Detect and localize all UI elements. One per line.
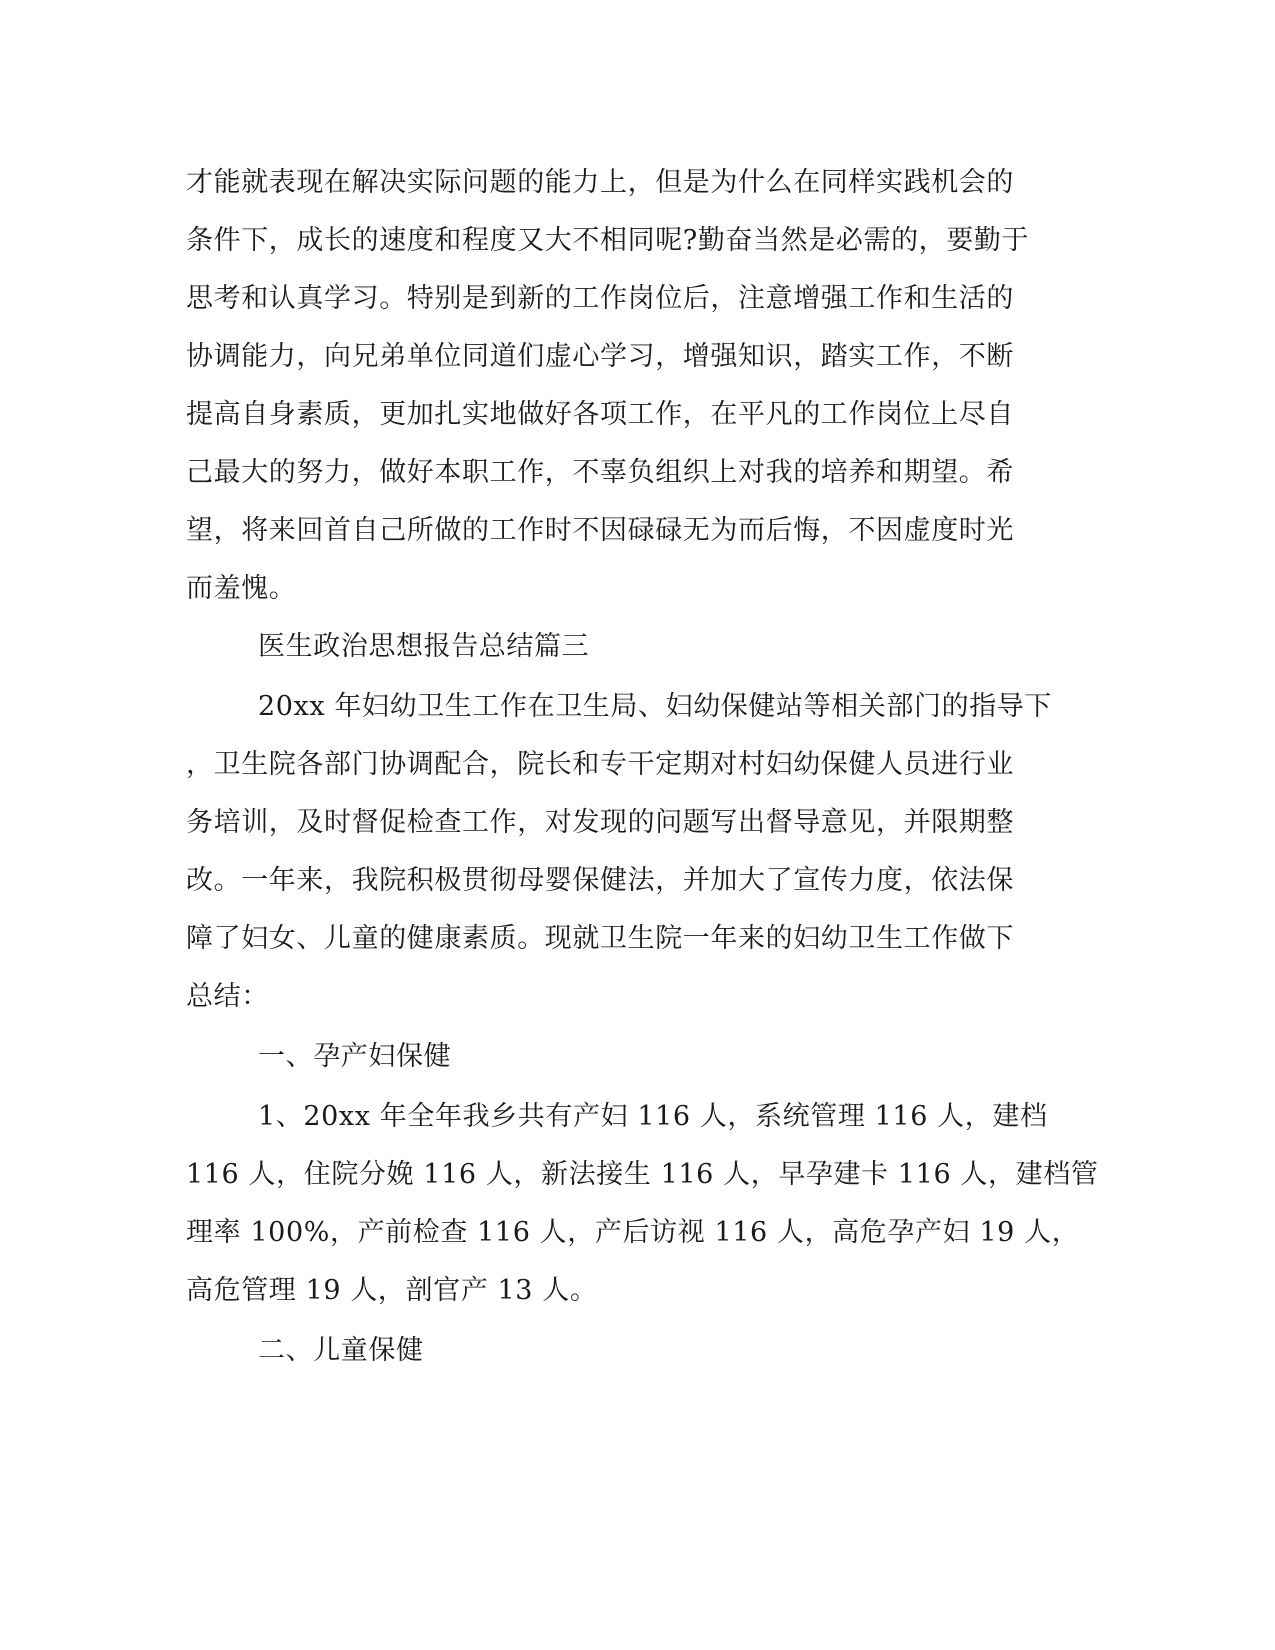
paragraph-line: 116 人，住院分娩 116 人，新法接生 116 人，早孕建卡 116 人，建档管 xyxy=(186,1159,1099,1190)
paragraph-line: 条件下，成长的速度和程度又大不相同呢?勤奋当然是必需的，要勤于 xyxy=(186,225,1030,256)
paragraph-line: 提高自身素质，更加扎实地做好各项工作，在平凡的工作岗位上尽自 xyxy=(186,399,1014,430)
paragraph-line: 协调能力，向兄弟单位同道们虚心学习，增强知识，踏实工作，不断 xyxy=(186,341,1014,372)
paragraph-line: ，卫生院各部门协调配合，院长和专干定期对村妇幼保健人员进行业 xyxy=(186,749,1014,780)
subsection-heading: 一、孕产妇保健 xyxy=(258,1041,452,1072)
paragraph-line: 1、20xx 年全年我乡共有产妇 116 人，系统管理 116 人，建档 xyxy=(258,1101,1048,1132)
paragraph-line: 高危管理 19 人，剖官产 13 人。 xyxy=(186,1275,598,1306)
paragraph-line: 己最大的努力，做好本职工作，不辜负组织上对我的培养和期望。希 xyxy=(186,457,1014,488)
subsection-heading: 二、儿童保健 xyxy=(258,1335,424,1366)
paragraph-line: 障了妇女、儿童的健康素质。现就卫生院一年来的妇幼卫生工作做下 xyxy=(186,923,1014,954)
paragraph-line: 20xx 年妇幼卫生工作在卫生局、妇幼保健站等相关部门的指导下 xyxy=(258,691,1052,722)
paragraph-line: 总结： xyxy=(186,981,269,1012)
paragraph-line: 望，将来回首自己所做的工作时不因碌碌无为而后悔，不因虚度时光 xyxy=(186,515,1014,546)
paragraph-line: 思考和认真学习。特别是到新的工作岗位后，注意增强工作和生活的 xyxy=(186,283,1014,314)
section-heading: 医生政治思想报告总结篇三 xyxy=(258,631,590,662)
paragraph-line: 务培训，及时督促检查工作，对发现的问题写出督导意见，并限期整 xyxy=(186,807,1014,838)
paragraph-line: 才能就表现在解决实际问题的能力上，但是为什么在同样实践机会的 xyxy=(186,167,1014,198)
paragraph-line: 而羞愧。 xyxy=(186,573,297,604)
paragraph-line: 理率 100%，产前检查 116 人，产后访视 116 人，高危孕产妇 19 人， xyxy=(186,1217,1080,1248)
paragraph-line: 改。一年来，我院积极贯彻母婴保健法，并加大了宣传力度，依法保 xyxy=(186,865,1014,896)
